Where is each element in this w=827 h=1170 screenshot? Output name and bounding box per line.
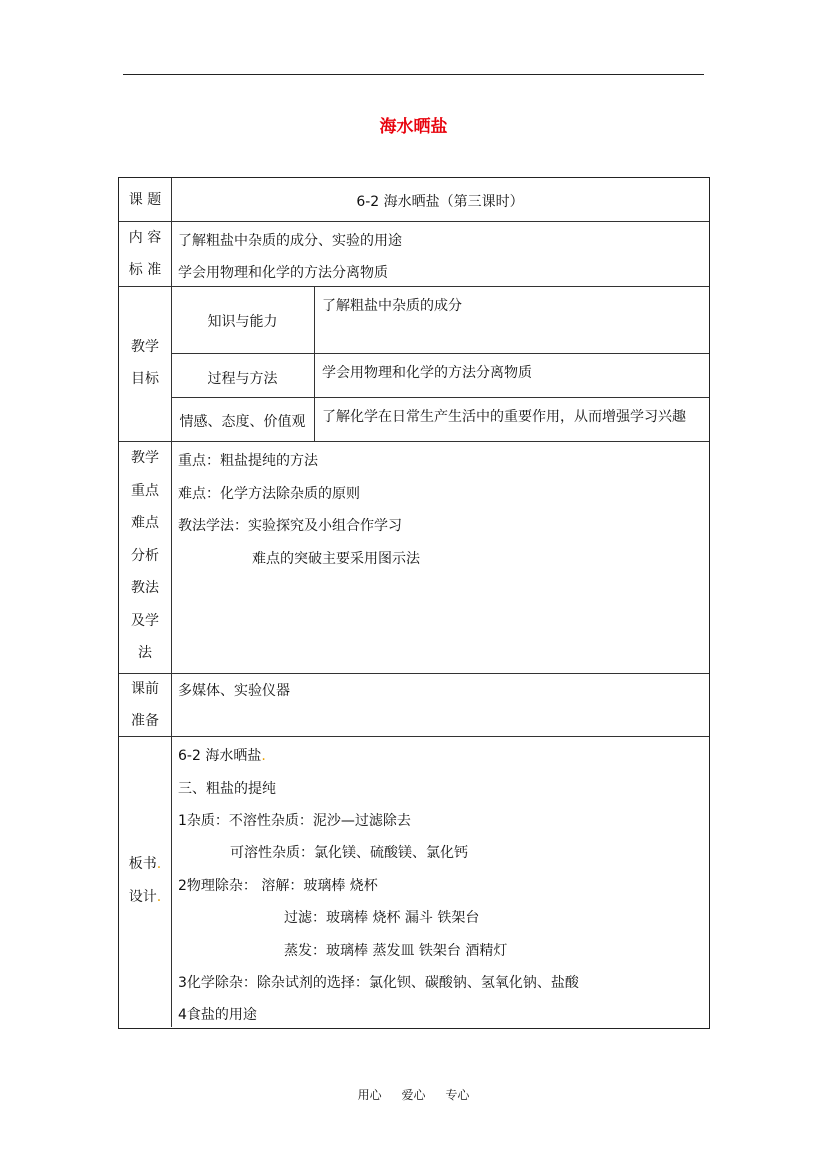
board-line: 过滤：玻璃棒 烧杯 漏斗 铁架台	[284, 910, 480, 926]
goals-label-2: 目标	[131, 371, 159, 387]
board-line: 1杂质：不溶性杂质：泥沙—过滤除去	[178, 813, 411, 829]
focus-label: 教学	[131, 450, 159, 466]
board-line: 蒸发：玻璃棒 蒸发皿 铁架台 酒精灯	[284, 943, 508, 959]
footer-word: 专心	[445, 1088, 470, 1102]
footer-word: 用心	[357, 1088, 382, 1102]
board-line: 2物理除杂： 溶解：玻璃棒 烧杯	[178, 878, 378, 894]
focus-label: 法	[138, 645, 152, 661]
board-label-1: 板书.	[128, 856, 162, 872]
dot-mark: .	[156, 889, 162, 905]
focus-line: 教法学法：实验探究及小组合作学习	[178, 518, 402, 534]
content-label-2: 标 准	[128, 262, 162, 278]
board-label-2: 设计.	[128, 889, 162, 905]
goal-name: 情感、态度、价值观	[179, 414, 306, 430]
row-divider	[119, 736, 709, 737]
board-line: 可溶性杂质：氯化镁、硫酸镁、氯化钙	[230, 845, 468, 861]
row-divider	[119, 441, 709, 442]
focus-label: 难点	[131, 515, 159, 531]
goal-text: 了解化学在日常生产生活中的重要作用，从而增强学习兴趣	[322, 409, 686, 425]
board-line: 6-2 海水晒盐.	[178, 748, 266, 764]
goal-text: 了解粗盐中杂质的成分	[322, 298, 462, 314]
prep-label-2: 准备	[131, 713, 159, 729]
focus-line: 重点：粗盐提纯的方法	[178, 453, 318, 469]
page-footer	[0, 1086, 827, 1103]
label-column-divider	[171, 178, 172, 1027]
goals-label-1: 教学	[131, 339, 159, 355]
goal-name: 知识与能力	[207, 314, 278, 330]
goal-divider	[171, 353, 709, 354]
row-divider	[119, 286, 709, 287]
footer-word: 爱心	[401, 1088, 426, 1102]
header-rule	[123, 74, 704, 75]
row-divider	[119, 673, 709, 674]
dot-mark: .	[156, 856, 162, 872]
goal-text: 学会用物理和化学的方法分离物质	[322, 365, 532, 381]
dot-mark: .	[261, 748, 266, 764]
board-line: 4食盐的用途	[178, 1007, 257, 1023]
prep-text: 多媒体、实验仪器	[178, 683, 290, 699]
focus-line: 难点的突破主要采用图示法	[252, 551, 420, 567]
focus-label: 分析	[131, 547, 159, 564]
goal-name: 过程与方法	[207, 371, 278, 387]
focus-label: 教法	[131, 580, 159, 596]
board-line: 3化学除杂：除杂试剂的选择：氯化钡、碳酸钠、氢氧化钠、盐酸	[178, 975, 579, 991]
board-line: 三、粗盐的提纯	[178, 781, 276, 797]
topic-value: 6-2 海水晒盐（第三课时）	[356, 194, 524, 210]
focus-label: 及学	[131, 612, 159, 629]
goal-column-divider	[314, 286, 315, 441]
content-line: 学会用物理和化学的方法分离物质	[178, 265, 388, 281]
goal-divider	[171, 397, 709, 398]
lesson-plan-table	[118, 177, 710, 1029]
content-label-1: 内 容	[128, 230, 162, 246]
page-title: 海水晒盐	[379, 117, 448, 137]
prep-label-1: 课前	[131, 681, 159, 697]
content-line: 了解粗盐中杂质的成分、实验的用途	[178, 233, 402, 249]
focus-label: 重点	[131, 482, 159, 499]
topic-label: 课 题	[128, 192, 162, 208]
row-divider	[119, 221, 709, 222]
focus-line: 难点：化学方法除杂质的原则	[178, 486, 360, 502]
